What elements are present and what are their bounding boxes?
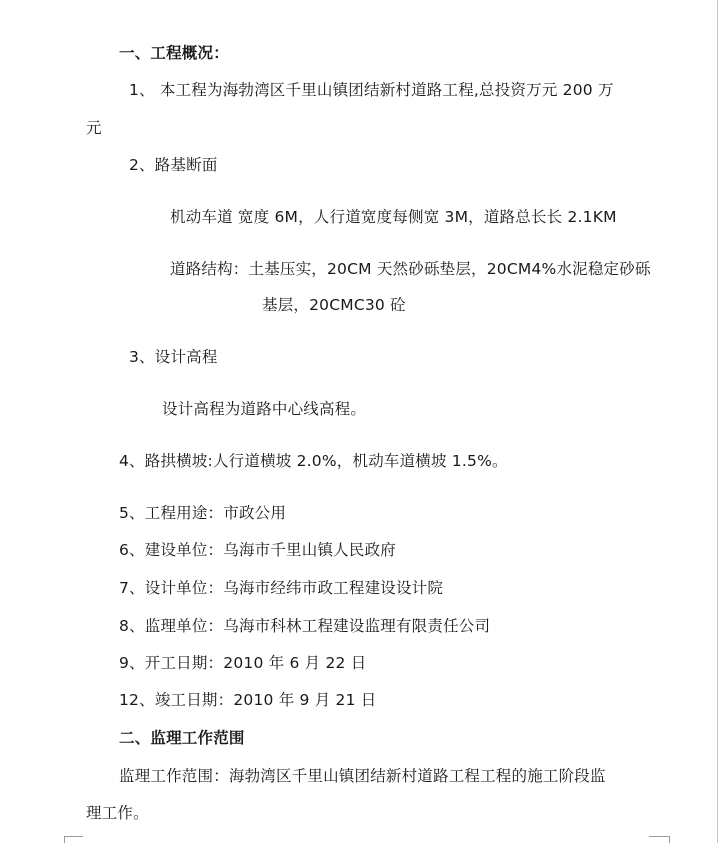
item1-text-continued: 元 bbox=[86, 119, 102, 137]
item9-text: 9、开工日期：2010 年 6 月 22 日 bbox=[119, 654, 367, 672]
item4-text: 4、路拱横坡:人行道横坡 2.0%，机动车道横坡 1.5%。 bbox=[119, 452, 508, 470]
margin-corner-mark-right bbox=[649, 836, 670, 843]
section2-heading: 二、监理工作范围 bbox=[119, 729, 245, 747]
margin-corner-mark-left bbox=[64, 836, 83, 843]
item7-text: 7、设计单位：乌海市经纬市政工程建设设计院 bbox=[119, 579, 444, 597]
item3-text: 设计高程为道路中心线高程。 bbox=[162, 400, 367, 418]
item2-line2: 道路结构：土基压实，20CM 天然砂砾垫层，20CM4%水泥稳定砂砾 bbox=[170, 260, 651, 278]
section2-text-continued: 理工作。 bbox=[86, 804, 149, 822]
item12-text: 12、竣工日期：2010 年 9 月 21 日 bbox=[119, 691, 377, 709]
item3-title: 3、设计高程 bbox=[129, 348, 218, 366]
item1-text: 1、 本工程为海勃湾区千里山镇团结新村道路工程,总投资万元 200 万 bbox=[129, 81, 614, 99]
section1-heading: 一、工程概况： bbox=[119, 44, 229, 62]
item2-line1: 机动车道 宽度 6M，人行道宽度每侧宽 3M，道路总长长 2.1KM bbox=[170, 208, 617, 226]
item2-title: 2、路基断面 bbox=[129, 156, 218, 174]
section2-text: 监理工作范围：海勃湾区千里山镇团结新村道路工程工程的施工阶段监 bbox=[119, 767, 606, 785]
item2-line3: 基层，20CMC30 砼 bbox=[262, 296, 406, 314]
item8-text: 8、监理单位：乌海市科林工程建设监理有限责任公司 bbox=[119, 617, 491, 635]
item5-text: 5、工程用途：市政公用 bbox=[119, 504, 287, 522]
item6-text: 6、建设单位：乌海市千里山镇人民政府 bbox=[119, 541, 396, 559]
